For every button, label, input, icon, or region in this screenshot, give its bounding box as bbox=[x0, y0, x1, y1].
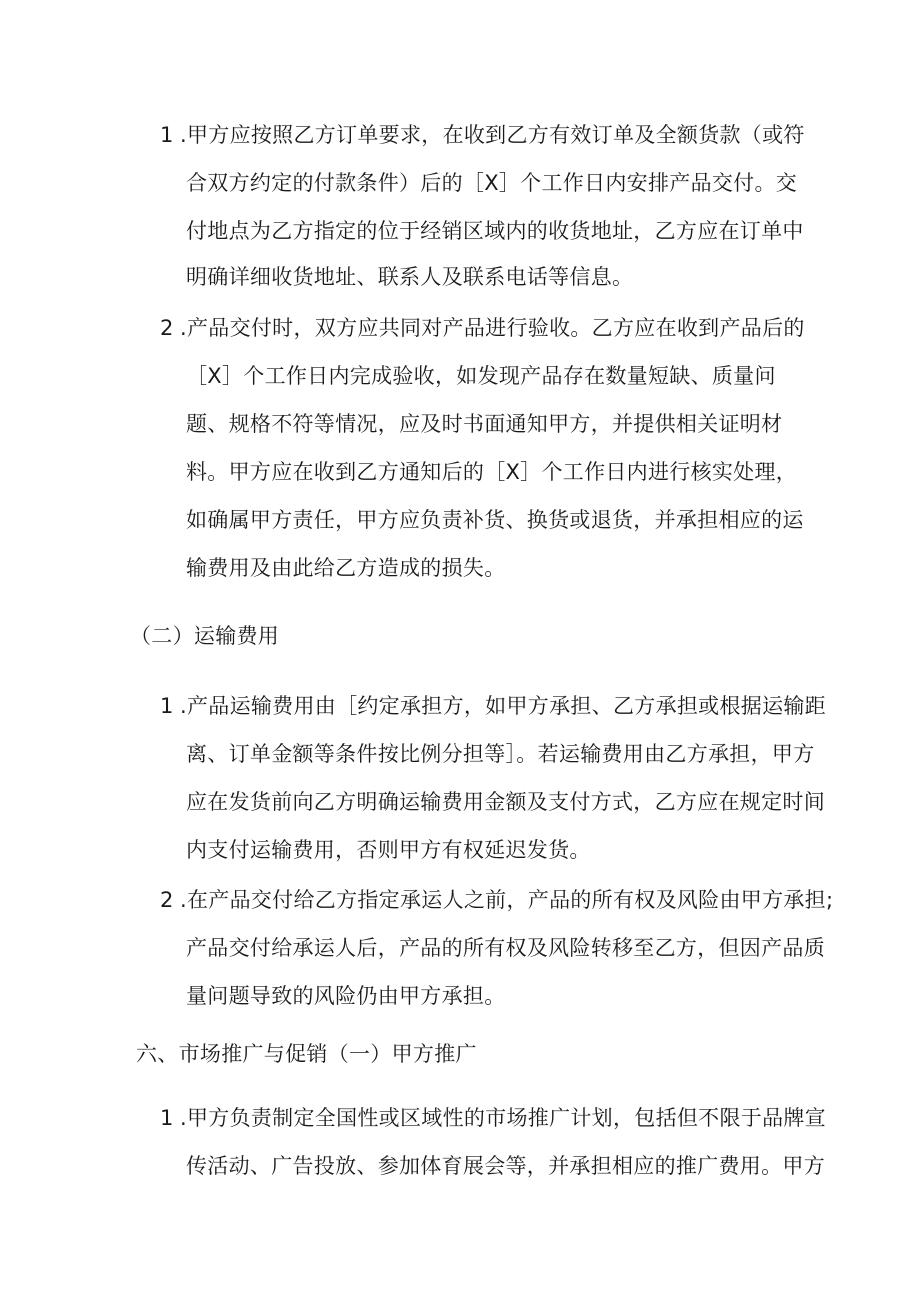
delivery-item-1-number: 1 bbox=[160, 123, 174, 147]
transport-item-2-number: 2 bbox=[160, 888, 174, 912]
delivery-item-2-line-3: 题、规格不符等情况，应及时书面通知甲方，并提供相关证明材 bbox=[186, 412, 783, 436]
transport-item-2-line-1: .在产品交付给乙方指定承运人之前，产品的所有权及风险由甲方承担; bbox=[180, 888, 834, 912]
delivery-item-1-line-2: 合双方约定的付款条件）后的［X］个工作日内安排产品交付。交 bbox=[186, 171, 798, 195]
promotion-item-1-line-2: 传活动、广告投放、参加体育展会等，并承担相应的推广费用。甲方 bbox=[186, 1154, 825, 1178]
transport-item-1-line-1: .产品运输费用由［约定承担方，如甲方承担、乙方承担或根据运输距 bbox=[180, 694, 826, 718]
transport-item-1-line-3: 应在发货前向乙方明确运输费用金额及支付方式，乙方应在规定时间 bbox=[186, 790, 825, 814]
transport-item-1-line-2: 离、订单金额等条件按比例分担等］。若运输费用由乙方承担，甲方 bbox=[186, 742, 815, 766]
promotion-item-1-number: 1 bbox=[160, 1106, 174, 1130]
delivery-item-1-line-1: .甲方应按照乙方订单要求，在收到乙方有效订单及全额货款（或符 bbox=[180, 123, 805, 147]
delivery-item-2-number: 2 bbox=[160, 316, 174, 340]
delivery-item-1-line-3: 付地点为乙方指定的位于经销区域内的收货地址，乙方应在订单中 bbox=[186, 219, 804, 243]
transport-item-2-line-3: 量问题导致的风险仍由甲方承担。 bbox=[186, 984, 506, 1008]
promotion-heading: 六、市场推广与促销（一）甲方推广 bbox=[136, 1042, 477, 1066]
transport-item-2-line-2: 产品交付给承运人后，产品的所有权及风险转移至乙方，但因产品质 bbox=[186, 936, 825, 960]
transport-item-1-line-4: 内支付运输费用，否则甲方有权延迟发货。 bbox=[186, 838, 591, 862]
delivery-item-2-line-4: 料。甲方应在收到乙方通知后的［X］个工作日内进行核实处理， bbox=[186, 460, 798, 484]
transport-item-1-number: 1 bbox=[160, 694, 174, 718]
transport-heading: （二）运输费用 bbox=[130, 624, 280, 648]
delivery-item-2-line-2: ［X］个工作日内完成验收，如发现产品存在数量短缺、质量问 bbox=[186, 364, 776, 388]
delivery-item-2-line-6: 输费用及由此给乙方造成的损失。 bbox=[186, 556, 506, 580]
delivery-item-2-line-1: .产品交付时，双方应共同对产品进行验收。乙方应在收到产品后的 bbox=[180, 316, 805, 340]
promotion-item-1-line-1: .甲方负责制定全国性或区域性的市场推广计划，包括但不限于品牌宣 bbox=[180, 1106, 826, 1130]
delivery-item-2-line-5: 如确属甲方责任，甲方应负责补货、换货或退货，并承担相应的运 bbox=[186, 508, 804, 532]
delivery-item-1-line-4: 明确详细收货地址、联系人及联系电话等信息。 bbox=[186, 265, 634, 289]
